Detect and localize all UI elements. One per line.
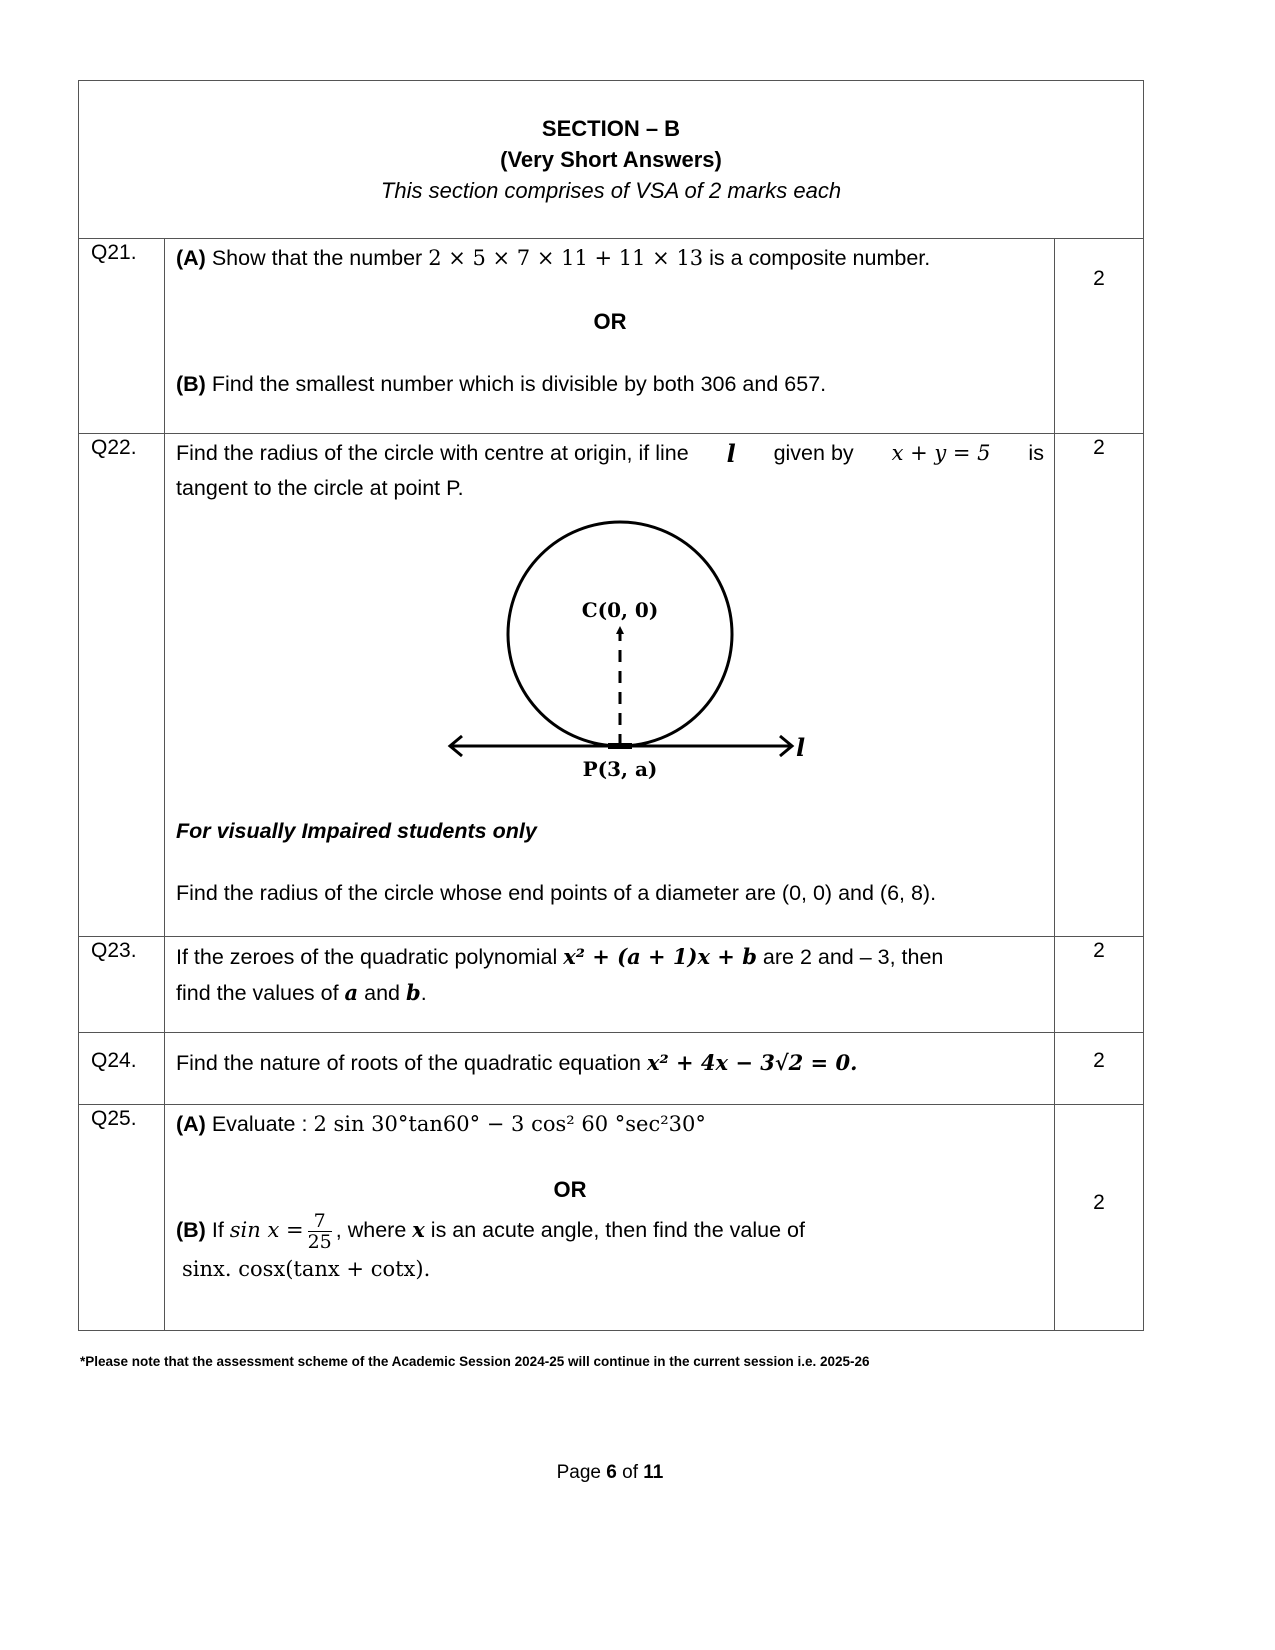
- question-text: is an acute angle, then find the value of: [430, 1218, 805, 1243]
- marks: 2: [1093, 436, 1105, 459]
- question-body: [165, 239, 1055, 433]
- question-text: Find the radius of the circle with centre at origin, if line: [176, 441, 689, 465]
- point-label: P(3, a): [582, 757, 658, 781]
- question-text: , where: [335, 1218, 407, 1243]
- or-separator: OR: [593, 309, 627, 334]
- question-row-25: [79, 1105, 1143, 1330]
- part-label: (B): [176, 1218, 206, 1243]
- question-body: [165, 1105, 1055, 1330]
- page-current: 6: [606, 1462, 617, 1483]
- quadratic-equation: x² + 4x − 3√2 = 0.: [646, 1050, 858, 1075]
- variable-b: b: [406, 980, 421, 1005]
- question-number: Q22.: [79, 434, 165, 936]
- question-text: and: [364, 981, 401, 1005]
- math-expression: 2 × 5 × 7 × 11 + 11 × 13: [428, 246, 704, 270]
- question-number: Q24.: [79, 1033, 165, 1104]
- question-text: are 2 and – 3, then: [762, 945, 944, 969]
- question-text: If: [211, 1218, 224, 1243]
- question-row-23: [79, 937, 1143, 1033]
- question-number: Q23.: [79, 937, 165, 1032]
- punctuation: .: [420, 981, 427, 1005]
- trig-expression: sinx. cosx(tanx + cotx).: [182, 1257, 431, 1281]
- line-label: l: [796, 733, 806, 762]
- trig-expression: 2 sin 30°tan60° − 3 cos² 60 °sec²30°: [313, 1112, 706, 1136]
- vi-question-text: Find the radius of the circle whose end points of a diameter are (0, 0) and (6, 8).: [176, 881, 937, 905]
- question-text: tangent to the circle at point P.: [176, 476, 464, 500]
- section-description: This section comprises of VSA of 2 marks each: [380, 178, 842, 203]
- question-number: Q25.: [79, 1105, 165, 1330]
- question-text: is a composite number.: [709, 246, 931, 270]
- question-row-21: [79, 239, 1143, 434]
- question-text: is: [1028, 441, 1044, 465]
- footer-note: *Please note that the assessment scheme of the Academic Session 2024-25 will continue in the current session i.e. 2025-26: [80, 1354, 870, 1369]
- part-label: (B): [176, 372, 206, 396]
- part-label: (A): [176, 246, 206, 270]
- marks: 2: [1093, 939, 1105, 962]
- part-label: (A): [176, 1112, 206, 1136]
- line-symbol: l: [726, 439, 736, 468]
- question-text: If the zeroes of the quadratic polynomial: [176, 945, 558, 969]
- fraction-denominator: 25: [307, 1231, 332, 1253]
- question-body: [165, 937, 1055, 1032]
- page-number: [0, 1462, 1220, 1484]
- polynomial: x² + (a + 1)x + b: [563, 944, 757, 969]
- variable-a: a: [344, 980, 359, 1005]
- question-text: find the values of: [176, 981, 339, 1005]
- question-body: [165, 434, 1055, 936]
- marks: 2: [1093, 267, 1105, 290]
- or-separator: OR: [553, 1177, 587, 1202]
- question-text: Find the smallest number which is divisible by both 306 and 657.: [211, 372, 827, 396]
- center-label: C(0, 0): [581, 598, 659, 622]
- sin-expression: sin x =: [229, 1218, 304, 1243]
- question-text: given by: [773, 441, 854, 465]
- question-text: Evaluate :: [211, 1112, 308, 1136]
- vi-heading: For visually Impaired students only: [176, 819, 537, 843]
- section-subtitle: (Very Short Answers): [500, 147, 722, 172]
- question-body: [165, 1033, 1055, 1104]
- fraction: [308, 1211, 332, 1252]
- variable-x: x: [412, 1217, 425, 1243]
- fraction-numerator: 7: [308, 1211, 332, 1232]
- marks: 2: [1093, 1049, 1105, 1072]
- page-of: of: [622, 1462, 638, 1483]
- question-row-22: [79, 434, 1143, 937]
- marks: 2: [1093, 1191, 1105, 1214]
- question-text: Show that the number: [211, 246, 423, 270]
- section-title: SECTION – B: [541, 116, 681, 141]
- question-row-24: [79, 1033, 1143, 1105]
- question-table: [78, 80, 1144, 1331]
- question-text: Find the nature of roots of the quadratic equation: [176, 1051, 641, 1075]
- question-number: Q21.: [79, 239, 165, 433]
- math-equation: x + y = 5: [891, 441, 991, 465]
- page-prefix: Page: [556, 1462, 601, 1483]
- circle-tangent-diagram: [430, 514, 810, 794]
- page-total: 11: [643, 1462, 664, 1483]
- section-header: [79, 81, 1143, 239]
